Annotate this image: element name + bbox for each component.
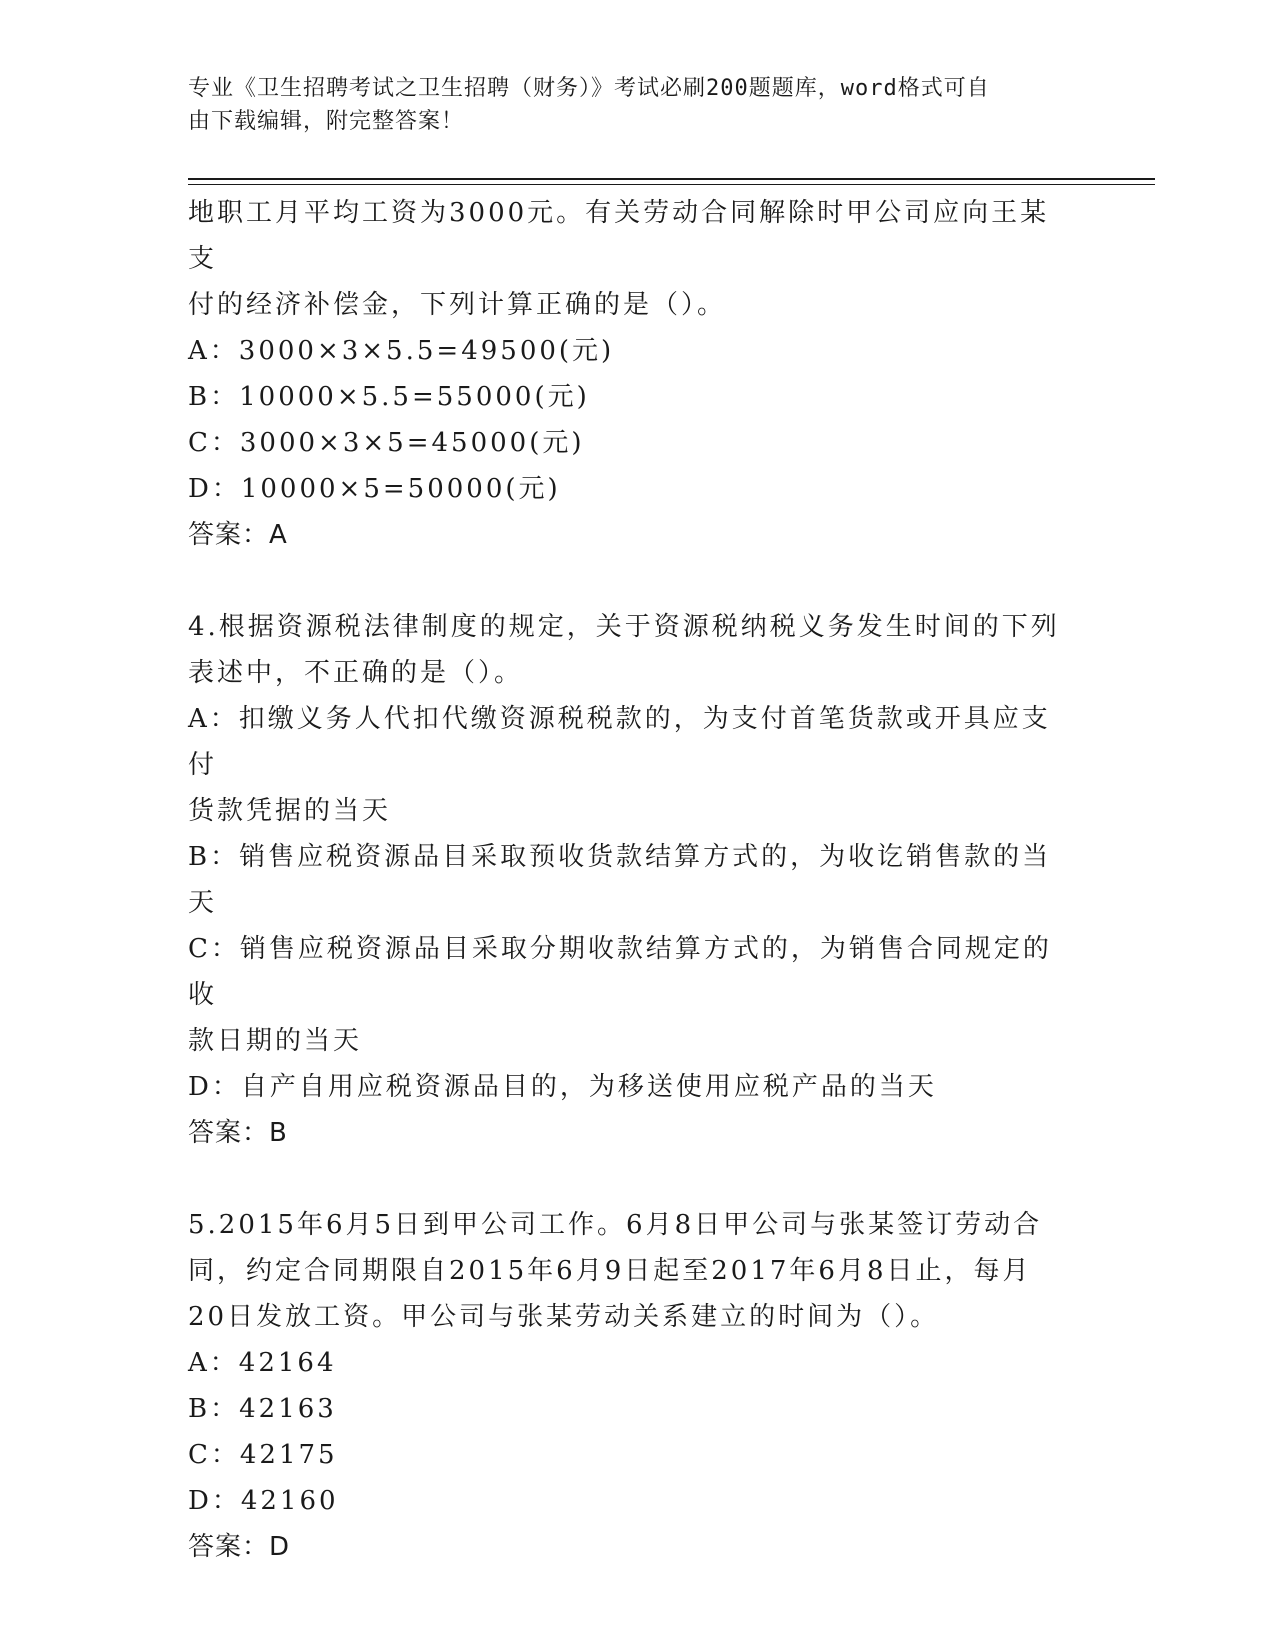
option-a: A：42164 — [188, 1348, 337, 1378]
header-line: 由下载编辑，附完整答案！ — [188, 109, 465, 134]
question-stem: 20日发放工资。甲公司与张某劳动关系建立的时间为（）。 — [188, 1302, 940, 1332]
option-a-continued: 货款凭据的当天 — [188, 796, 392, 826]
document-body — [188, 190, 1078, 1570]
question-stem: 付的经济补偿金，下列计算正确的是（）。 — [188, 290, 727, 320]
question-stem: 表述中，不正确的是（）。 — [188, 658, 524, 688]
answer-line: 答案：D — [188, 1532, 291, 1562]
question-3 — [188, 190, 1078, 558]
option-a: A：扣缴义务人代扣代缴资源税税款的，为支付首笔货款或开具应支付 — [188, 704, 1051, 780]
question-stem: 5.2015年6月5日到甲公司工作。6月8日甲公司与张某签订劳动合 — [188, 1210, 1043, 1240]
question-4 — [188, 604, 1078, 1156]
question-stem: 4.根据资源税法律制度的规定，关于资源税纳税义务发生时间的下列 — [188, 612, 1060, 642]
option-d: D：10000×5=50000(元) — [188, 474, 561, 504]
option-c-continued: 款日期的当天 — [188, 1026, 363, 1056]
header-divider — [188, 178, 1155, 180]
option-c: C：销售应税资源品目采取分期收款结算方式的，为销售合同规定的收 — [188, 934, 1052, 1010]
question-5 — [188, 1202, 1078, 1570]
answer-line: 答案：A — [188, 520, 288, 550]
option-b: B：销售应税资源品目采取预收货款结算方式的，为收讫销售款的当天 — [188, 842, 1052, 918]
spacer — [188, 1156, 1078, 1202]
option-b: B：42163 — [188, 1394, 337, 1424]
question-stem: 地职工月平均工资为3000元。有关劳动合同解除时甲公司应向王某支 — [188, 198, 1050, 274]
header-divider-thin — [188, 184, 1155, 185]
question-stem: 同，约定合同期限自2015年6月9日起至2017年6月8日止，每月 — [188, 1256, 1032, 1286]
option-c: C：3000×3×5=45000(元) — [188, 428, 585, 458]
option-d: D：42160 — [188, 1486, 339, 1516]
option-c: C：42175 — [188, 1440, 338, 1470]
option-a: A：3000×3×5.5=49500(元) — [188, 336, 615, 366]
spacer — [188, 558, 1078, 604]
header-line: 专业《卫生招聘考试之卫生招聘（财务）》考试必刷200题题库，word格式可自 — [188, 76, 990, 101]
option-b: B：10000×5.5=55000(元) — [188, 382, 590, 412]
option-d: D：自产自用应税资源品目的，为移送使用应税产品的当天 — [188, 1072, 937, 1102]
answer-line: 答案：B — [188, 1118, 288, 1148]
document-header — [188, 72, 1068, 138]
